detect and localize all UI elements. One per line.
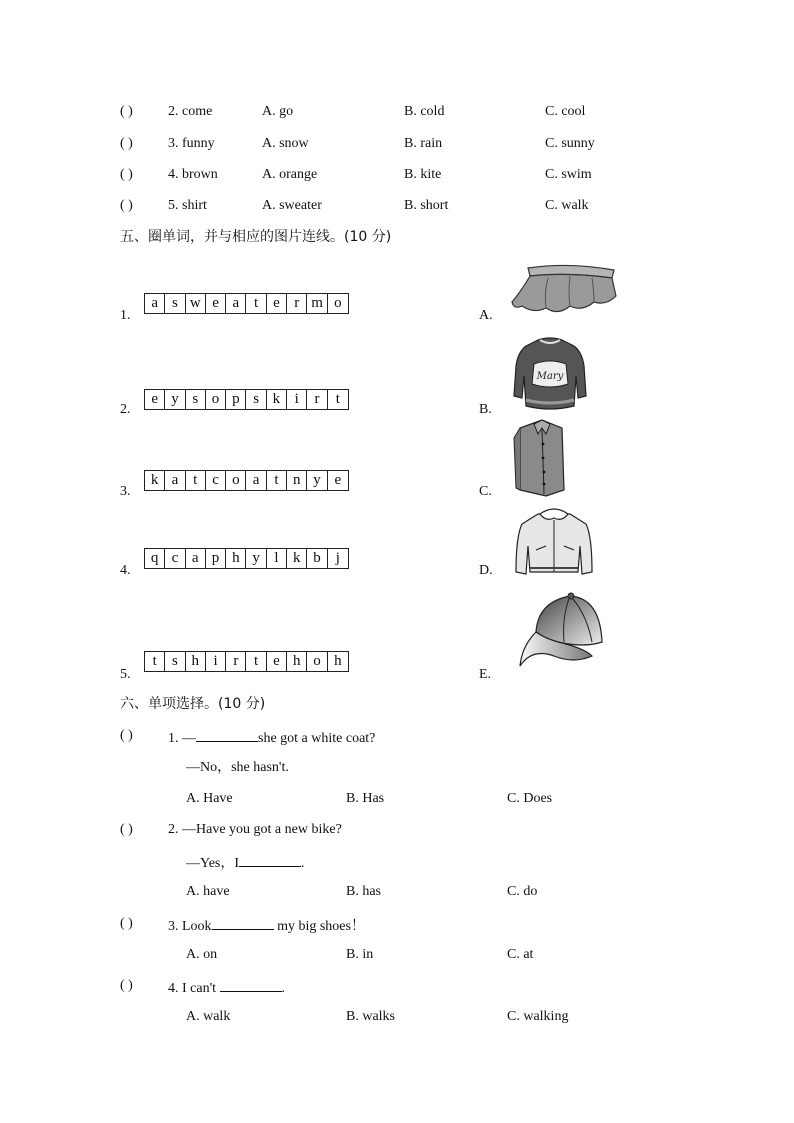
option-b: B. rain	[404, 136, 443, 151]
picture-label: D.	[479, 563, 493, 578]
section6-title: 六、单项选择。(10 分)	[120, 696, 266, 712]
option-c: C. sunny	[545, 136, 595, 151]
grid-letter[interactable]: i	[206, 652, 226, 671]
option-b: B. in	[346, 947, 374, 962]
grid-letter[interactable]: t	[267, 471, 287, 490]
question-word: 4. brown	[168, 167, 218, 182]
grid-letter[interactable]: a	[165, 471, 185, 490]
answer-blank[interactable]	[220, 979, 282, 992]
answer-paren[interactable]: ( )	[120, 728, 133, 743]
puzzle-number: 5.	[120, 667, 131, 682]
grid-letter[interactable]: l	[267, 549, 287, 568]
dialog-reply: .	[301, 856, 305, 871]
grid-letter[interactable]: t	[246, 294, 266, 313]
question-word: 3. funny	[168, 136, 215, 151]
question-text: my big shoes！	[273, 919, 365, 934]
grid-letter[interactable]: s	[165, 652, 185, 671]
dialog-reply: —Yes，I	[186, 856, 240, 871]
grid-letter[interactable]: y	[165, 390, 185, 409]
grid-letter[interactable]: m	[307, 294, 327, 313]
answer-paren[interactable]: ( )	[120, 916, 133, 931]
grid-letter[interactable]: h	[287, 652, 307, 671]
sweater-icon[interactable]	[512, 336, 588, 414]
puzzle-number: 3.	[120, 484, 131, 499]
sweater-print-text: Mary	[536, 371, 564, 382]
answer-paren[interactable]: ( )	[120, 104, 133, 119]
grid-letter[interactable]: t	[246, 652, 266, 671]
question-word: 2. come	[168, 104, 213, 119]
grid-letter[interactable]: a	[246, 471, 266, 490]
option-a: A. walk	[186, 1009, 231, 1024]
grid-letter[interactable]: p	[206, 549, 226, 568]
shirt-icon[interactable]	[512, 418, 568, 498]
jacket-icon[interactable]	[512, 506, 596, 578]
grid-letter[interactable]: p	[226, 390, 246, 409]
grid-letter[interactable]: e	[267, 294, 287, 313]
grid-letter[interactable]: r	[307, 390, 327, 409]
letter-grid[interactable]	[144, 389, 349, 410]
puzzle-number: 4.	[120, 563, 131, 578]
question-text: she got a white coat?	[258, 731, 376, 746]
question-text: 1. —	[168, 731, 196, 746]
question-text: 3. Look	[168, 919, 212, 934]
question-text: 2. —Have you got a new bike?	[168, 822, 342, 837]
grid-letter[interactable]: r	[287, 294, 307, 313]
option-b: B. has	[346, 884, 381, 899]
answer-paren[interactable]: ( )	[120, 136, 133, 151]
grid-letter[interactable]: k	[287, 549, 307, 568]
grid-letter[interactable]: s	[165, 294, 185, 313]
option-b: B. walks	[346, 1009, 395, 1024]
grid-letter[interactable]: e	[206, 294, 226, 313]
grid-letter[interactable]: r	[226, 652, 246, 671]
letter-grid[interactable]	[144, 293, 349, 314]
option-c: C. at	[507, 947, 534, 962]
picture-label: E.	[479, 667, 492, 682]
grid-letter[interactable]: w	[186, 294, 206, 313]
grid-letter[interactable]: e	[334, 472, 342, 488]
option-a: A. go	[262, 104, 294, 119]
grid-letter[interactable]: c	[206, 471, 226, 490]
puzzle-number: 1.	[120, 308, 131, 323]
dialog-reply: —No，she hasn't.	[186, 760, 289, 775]
grid-letter[interactable]: a	[186, 549, 206, 568]
picture-label: B.	[479, 402, 492, 417]
option-a: A. have	[186, 884, 230, 899]
option-b: B. kite	[404, 167, 442, 182]
puzzle-number: 2.	[120, 402, 131, 417]
letter-grid[interactable]	[144, 548, 349, 569]
grid-letter[interactable]: o	[206, 390, 226, 409]
grid-letter[interactable]: k	[267, 390, 287, 409]
grid-letter[interactable]: t	[335, 391, 340, 407]
grid-letter[interactable]: h	[186, 652, 206, 671]
grid-letter[interactable]: k	[145, 471, 165, 490]
option-c: C. cool	[545, 104, 586, 119]
question-text: 4. I can't	[168, 981, 220, 996]
grid-letter[interactable]: a	[145, 294, 165, 313]
option-c: C. do	[507, 884, 538, 899]
option-a: A. on	[186, 947, 218, 962]
grid-letter[interactable]: e	[267, 652, 287, 671]
option-a: A. snow	[262, 136, 309, 151]
option-a: A. Have	[186, 791, 233, 806]
option-b: B. Has	[346, 791, 385, 806]
cap-icon[interactable]	[514, 592, 608, 670]
grid-letter[interactable]: a	[226, 294, 246, 313]
option-c: C. swim	[545, 167, 592, 182]
grid-letter[interactable]: t	[186, 471, 206, 490]
grid-letter[interactable]: j	[335, 550, 340, 566]
picture-label: C.	[479, 484, 492, 499]
option-c: C. walk	[545, 198, 589, 213]
letter-grid[interactable]	[144, 651, 349, 672]
grid-letter[interactable]: y	[246, 549, 266, 568]
section5-title: 五、圈单词，并与相应的图片连线。(10 分)	[120, 229, 392, 245]
option-a: A. orange	[262, 167, 318, 182]
question-text: .	[281, 981, 286, 996]
answer-blank[interactable]	[239, 854, 301, 867]
grid-letter[interactable]: e	[145, 390, 165, 409]
grid-letter[interactable]: o	[226, 471, 246, 490]
answer-paren[interactable]: ( )	[120, 167, 133, 182]
grid-letter[interactable]: s	[186, 390, 206, 409]
skirt-icon[interactable]	[508, 262, 620, 320]
grid-letter[interactable]: t	[145, 652, 165, 671]
answer-blank[interactable]	[212, 917, 274, 930]
option-c: C. Does	[507, 791, 553, 806]
grid-letter[interactable]: y	[307, 471, 327, 490]
answer-paren[interactable]: ( )	[120, 978, 133, 993]
answer-blank[interactable]	[196, 729, 258, 742]
option-b: B. cold	[404, 104, 445, 119]
option-a: A. sweater	[262, 198, 322, 213]
grid-letter[interactable]: o	[307, 652, 327, 671]
grid-letter[interactable]: q	[145, 549, 165, 568]
question-word: 5. shirt	[168, 198, 207, 213]
grid-letter[interactable]: o	[334, 295, 342, 311]
picture-label: A.	[479, 308, 493, 323]
grid-letter[interactable]: h	[334, 653, 342, 669]
answer-paren[interactable]: ( )	[120, 822, 133, 837]
answer-paren[interactable]: ( )	[120, 198, 133, 213]
grid-letter[interactable]: i	[287, 390, 307, 409]
grid-letter[interactable]: n	[287, 471, 307, 490]
grid-letter[interactable]: s	[246, 390, 266, 409]
grid-letter[interactable]: b	[307, 549, 327, 568]
grid-letter[interactable]: c	[165, 549, 185, 568]
letter-grid[interactable]	[144, 470, 349, 491]
grid-letter[interactable]: h	[226, 549, 246, 568]
option-c: C. walking	[507, 1009, 569, 1024]
option-b: B. short	[404, 198, 449, 213]
